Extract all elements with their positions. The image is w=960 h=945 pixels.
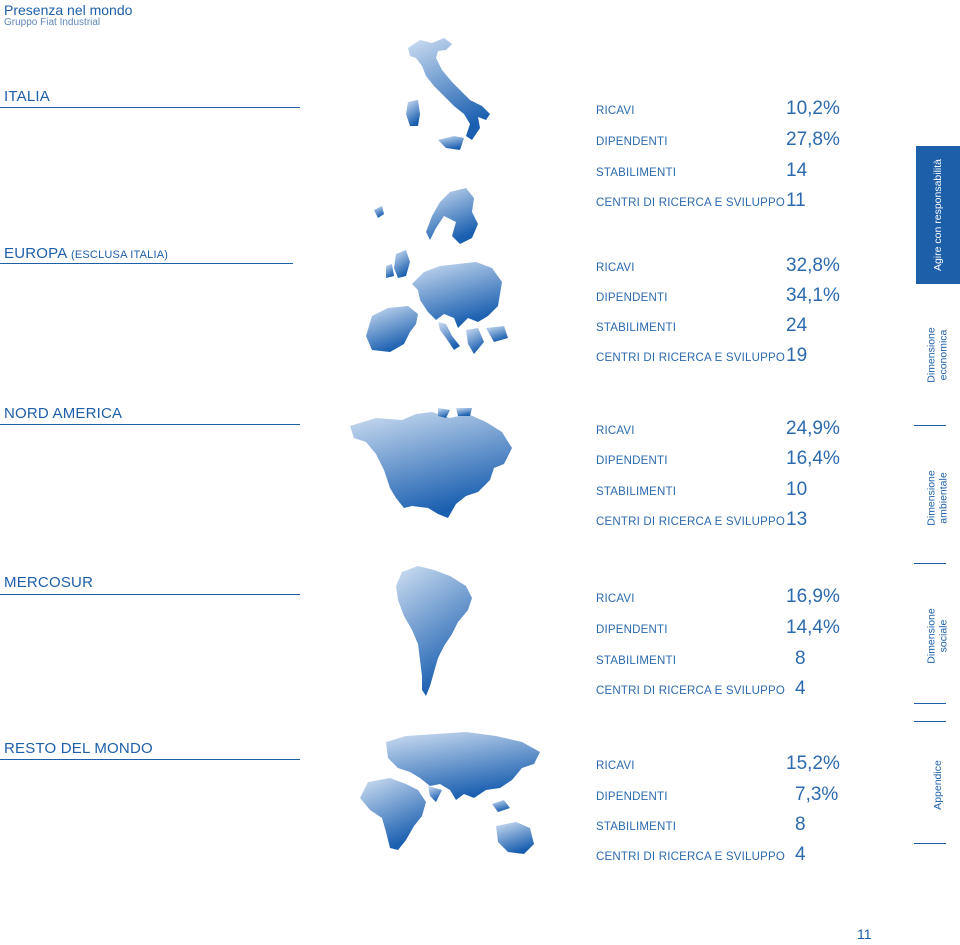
region-rule [0, 594, 300, 595]
stat-value: 16,9% [786, 586, 840, 607]
tab-dimensione-sociale[interactable] [916, 578, 960, 694]
north-america-map [346, 408, 516, 524]
stat-label: DIPENDENTI [596, 791, 668, 803]
region-name: EUROPA [4, 245, 67, 262]
region-name-resto-del-mondo: RESTO DEL MONDO [4, 740, 153, 757]
stat-value: 4 [795, 844, 806, 865]
stat-label: STABILIMENTI [596, 655, 677, 667]
stat-value: 8 [795, 648, 806, 669]
region-name-europa [4, 245, 168, 262]
stat-value: 19 [786, 345, 808, 366]
tab-dimensione-economica[interactable] [916, 300, 960, 410]
stat-value: 13 [786, 509, 808, 530]
stat-value: 15,2% [786, 753, 840, 774]
italy-map [398, 34, 498, 160]
stat-label: STABILIMENTI [596, 821, 677, 833]
stat-label: STABILIMENTI [596, 167, 677, 179]
stat-label: STABILIMENTI [596, 486, 677, 498]
stat-value: 24 [786, 315, 808, 336]
stat-label: RICAVI [596, 760, 635, 772]
stat-value: 4 [795, 678, 806, 699]
region-name-suffix: (ESCLUSA ITALIA) [70, 249, 169, 261]
europe-map [360, 188, 510, 374]
stat-value: 16,4% [786, 448, 840, 469]
tab-divider [914, 703, 946, 704]
region-name-mercosur: MERCOSUR [4, 574, 94, 591]
stat-label: DIPENDENTI [596, 624, 668, 636]
tab-label: Dimensione economica [926, 327, 951, 383]
tab-dimensione-ambientale[interactable] [916, 440, 960, 556]
tab-divider [914, 425, 946, 426]
stat-label: CENTRI DI RICERCA E SVILUPPO [596, 516, 785, 528]
region-rule [0, 107, 300, 108]
stat-value: 32,8% [786, 255, 840, 276]
stat-label: STABILIMENTI [596, 322, 677, 334]
region-rule [0, 424, 300, 425]
stat-label: RICAVI [596, 105, 635, 117]
tab-label: Agire con responsabilità [932, 158, 945, 272]
stat-label: DIPENDENTI [596, 292, 668, 304]
stat-value: 7,3% [795, 784, 839, 805]
stat-value: 11 [786, 190, 806, 211]
region-name-nord-america: NORD AMERICA [4, 405, 123, 422]
stat-value: 8 [795, 814, 806, 835]
stat-value: 24,9% [786, 418, 840, 439]
region-rule [0, 759, 300, 760]
stat-value: 27,8% [786, 129, 840, 150]
page-title: Presenza nel mondo [4, 2, 133, 18]
tab-label: Dimensione sociale [926, 608, 951, 664]
stat-value: 34,1% [786, 285, 840, 306]
tab-divider [914, 843, 946, 844]
tab-label: Dimensione ambientale [926, 470, 951, 526]
tab-divider [914, 563, 946, 564]
tab-appendice[interactable] [916, 730, 960, 840]
south-america-map [394, 566, 474, 698]
rest-of-world-map [346, 728, 546, 864]
stat-value: 14 [786, 160, 808, 181]
tab-divider [914, 721, 946, 722]
stat-label: CENTRI DI RICERCA E SVILUPPO [596, 685, 785, 697]
region-rule [0, 263, 293, 264]
page-subtitle: Gruppo Fiat Industrial [4, 17, 101, 28]
stat-label: RICAVI [596, 593, 635, 605]
stat-label: CENTRI DI RICERCA E SVILUPPO [596, 197, 785, 209]
stat-label: RICAVI [596, 425, 635, 437]
stat-label: RICAVI [596, 262, 635, 274]
page-number: 11 [857, 926, 872, 942]
stat-label: DIPENDENTI [596, 455, 668, 467]
stat-value: 10 [786, 479, 808, 500]
stat-value: 10,2% [786, 98, 840, 119]
tab-agire-con-responsabilita[interactable] [916, 146, 960, 284]
stat-value: 14,4% [786, 617, 840, 638]
region-name-italia: ITALIA [4, 88, 50, 105]
stat-label: CENTRI DI RICERCA E SVILUPPO [596, 352, 785, 364]
stat-label: DIPENDENTI [596, 136, 668, 148]
tab-label: Appendice [932, 760, 944, 810]
stat-label: CENTRI DI RICERCA E SVILUPPO [596, 851, 785, 863]
